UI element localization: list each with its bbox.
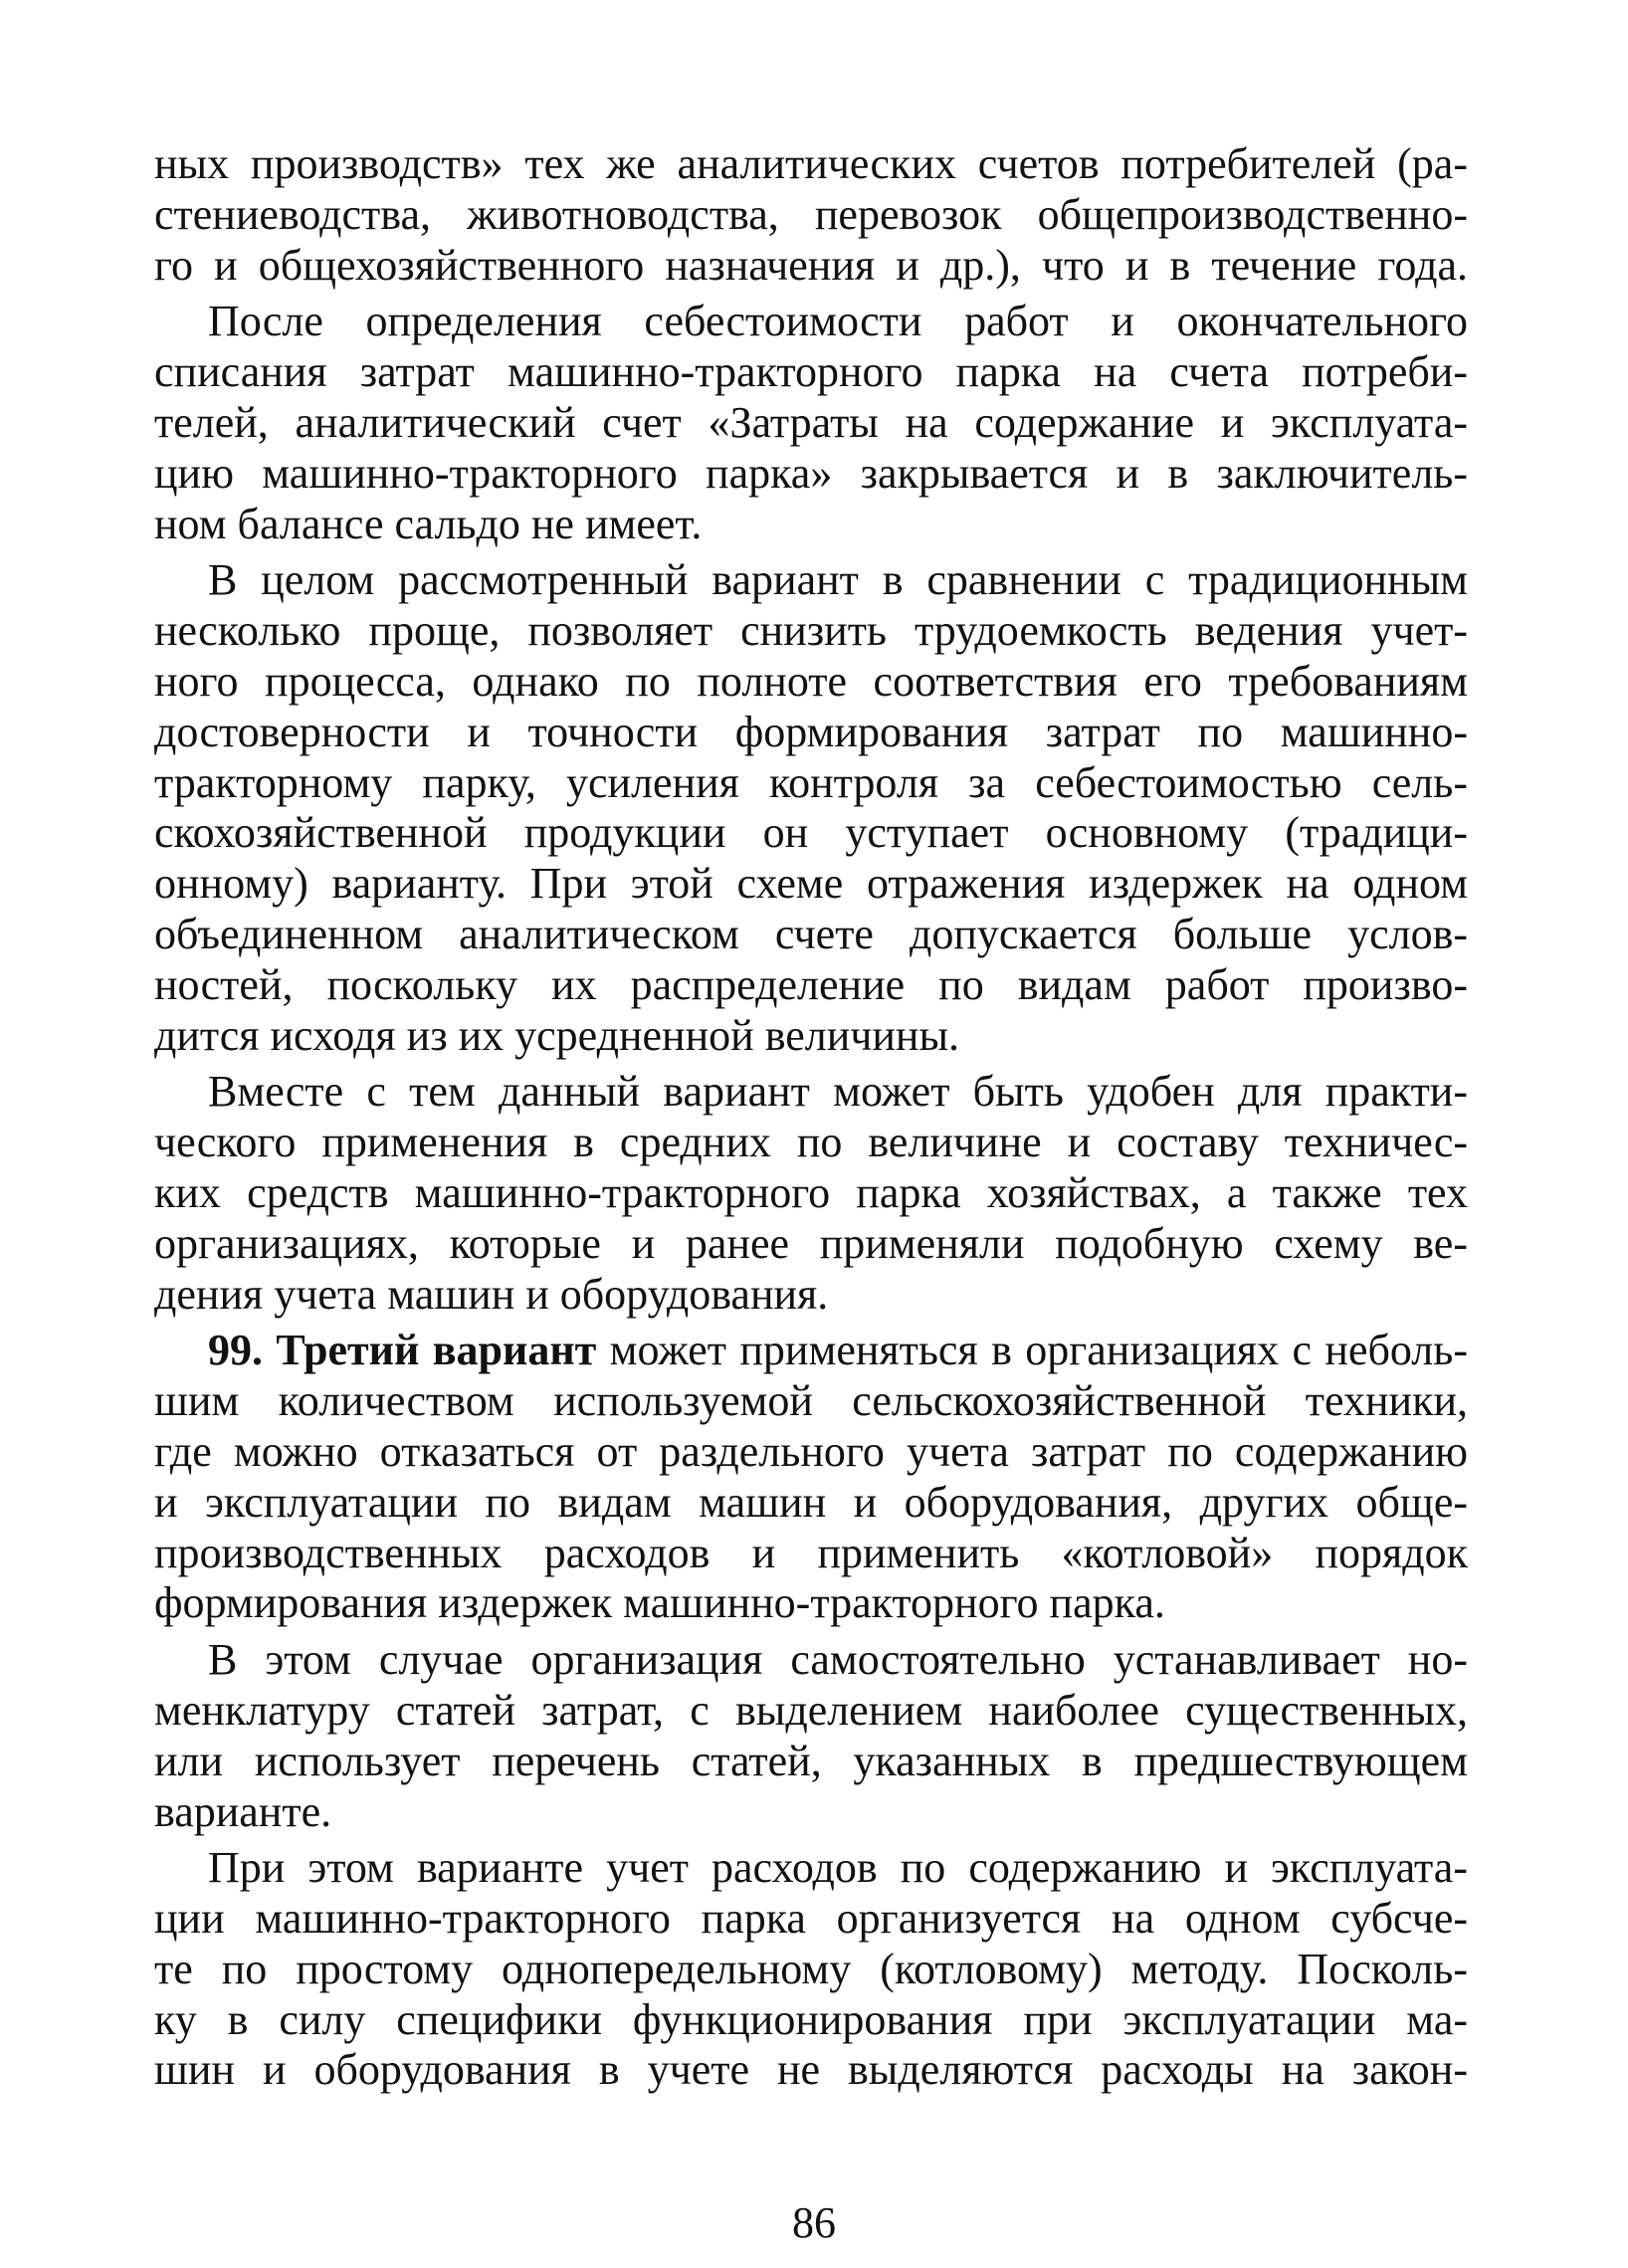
text-line: формирования издержек машинно-тракторного парка. <box>154 1578 1165 1628</box>
text-line: дения учета машин и оборудования. <box>154 1269 829 1319</box>
text-line: и эксплуатации по видам машин и оборудования, других обще- <box>154 1477 1468 1527</box>
text-line: несколько проще, позволяет снизить трудоемкость ведения учет- <box>154 606 1468 656</box>
text-line: тракторному парку, усиления контроля за себестоимостью сель- <box>154 757 1468 807</box>
text-line: дится исходя из их усредненной величины. <box>154 1010 960 1060</box>
section-lead-text: может применяться в организациях с неболь- <box>596 1326 1468 1375</box>
paragraph <box>154 1635 1468 1837</box>
text-line: ческого применения в средних по величине и составу техничес- <box>154 1118 1468 1167</box>
text-line: ностей, поскольку их распределение по видам работ произво- <box>154 959 1468 1009</box>
paragraph <box>154 1067 1468 1320</box>
page-number: 86 <box>792 2198 836 2247</box>
paragraph <box>154 1843 1468 2096</box>
text-line: списания затрат машинно-тракторного парка на счета потреби- <box>154 347 1468 397</box>
text-line: ном балансе сальдо не имеет. <box>154 499 703 548</box>
paragraph <box>154 555 1468 1061</box>
text-line: ких средств машинно-тракторного парка хозяйствах, а также тех <box>154 1167 1468 1217</box>
text-line: онному) варианту. При этой схеме отражения издержек на одном <box>154 859 1468 909</box>
text-line: те по простому однопередельному (котловому) методу. Посколь- <box>154 1944 1468 1993</box>
section-heading-inline: 99. Третий вариант <box>208 1326 597 1375</box>
text-line <box>154 1326 1468 1376</box>
text-line: телей, аналитический счет «Затраты на содержание и эксплуата- <box>154 397 1468 447</box>
text-line: или использует перечень статей, указанных в предшествующем <box>154 1736 1468 1785</box>
text-line: ку в силу специфики функционирования при эксплуатации ма- <box>154 1994 1468 2044</box>
text-line: После определения себестоимости работ и окончательного <box>208 297 1468 346</box>
text-line: стениеводства, животноводства, перевозок общепроизводственно- <box>154 189 1468 239</box>
text-line: го и общехозяйственного назначения и др.), что и в течение года. <box>154 240 1468 290</box>
paragraph <box>154 139 1468 291</box>
text-line: производственных расходов и применить «котловой» порядок <box>154 1528 1468 1577</box>
text-line: менклатуру статей затрат, с выделением наиболее существенных, <box>154 1685 1468 1735</box>
text-line: При этом варианте учет расходов по содержанию и эксплуата- <box>208 1843 1468 1893</box>
text-line: цию машинно-тракторного парка» закрывается и в заключитель- <box>154 448 1468 498</box>
text-line: скохозяйственной продукции он уступает основному (традици- <box>154 808 1468 858</box>
body-text <box>154 139 1468 2096</box>
text-line: где можно отказаться от раздельного учета затрат по содержанию <box>154 1426 1468 1476</box>
text-line: достоверности и точности формирования затрат по машинно- <box>154 707 1468 756</box>
text-line: В этом случае организация самостоятельно устанавливает но- <box>208 1635 1468 1685</box>
text-line: шим количеством используемой сельскохозяйственной техники, <box>154 1376 1468 1426</box>
text-line: ции машинно-тракторного парка организуется на одном субсче- <box>154 1894 1468 1944</box>
paragraph-section-99 <box>154 1326 1468 1629</box>
text-line: Вместе с тем данный вариант может быть удобен для практи- <box>208 1067 1468 1117</box>
text-line: шин и оборудования в учете не выделяются расходы на закон- <box>154 2045 1468 2095</box>
text-line: организациях, которые и ранее применяли подобную схему ве- <box>154 1218 1468 1268</box>
text-line: варианте. <box>154 1786 332 1836</box>
text-line: объединенном аналитическом счете допускается больше услов- <box>154 909 1468 958</box>
text-line: В целом рассмотренный вариант в сравнении с традиционным <box>208 555 1468 605</box>
text-line: ного процесса, однако по полноте соответствия его требованиям <box>154 656 1468 706</box>
text-line: ных производств» тех же аналитических счетов потребителей (ра- <box>154 139 1468 188</box>
paragraph <box>154 297 1468 549</box>
